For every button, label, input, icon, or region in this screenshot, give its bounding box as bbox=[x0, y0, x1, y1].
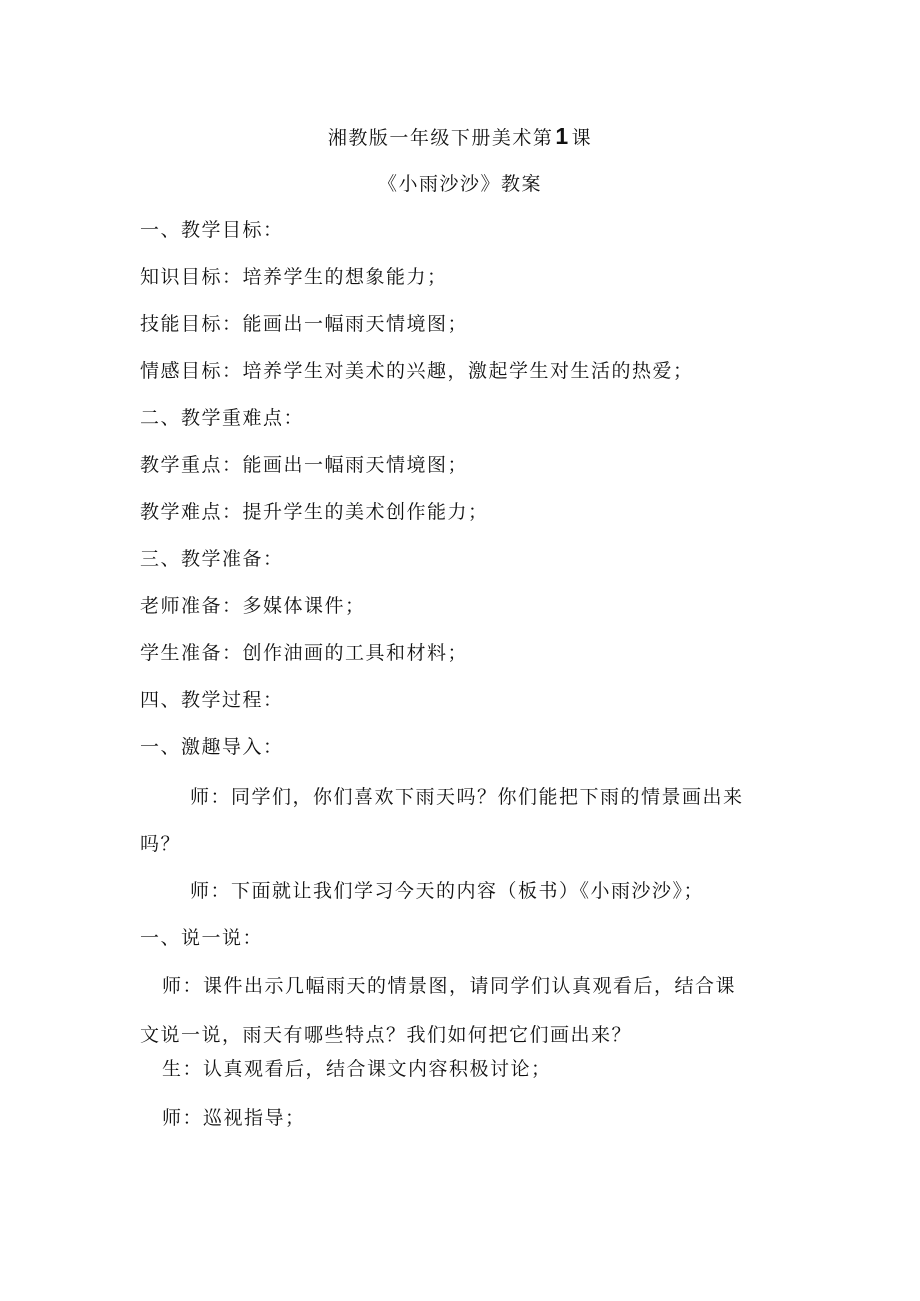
paragraph-teacher-intro: 师：下面就让我们学习今天的内容（板书）《小雨沙沙》； bbox=[190, 880, 705, 902]
section-heading-objectives: 一、教学目标： bbox=[140, 219, 284, 241]
paragraph-emotion-objective: 情感目标：培养学生对美术的兴趣，激起学生对生活的热爱； bbox=[140, 360, 694, 382]
paragraph-student-preparation: 学生准备：创作油画的工具和材料； bbox=[140, 642, 469, 664]
section-heading-key-points: 二、教学重难点： bbox=[140, 407, 305, 429]
paragraph-key-point: 教学重点：能画出一幅雨天情境图； bbox=[140, 454, 469, 476]
paragraph-teacher-courseware: 师：课件出示几幅雨天的情景图，请同学们认真观看后，结合课 bbox=[162, 975, 737, 997]
section-heading-preparation: 三、教学准备： bbox=[140, 548, 284, 570]
paragraph-teacher-preparation: 老师准备：多媒体课件； bbox=[140, 595, 366, 617]
document-subtitle: 《小雨沙沙》教案 bbox=[377, 173, 542, 195]
document-title bbox=[0, 124, 920, 150]
paragraph-teacher-guide: 师：巡视指导； bbox=[162, 1107, 306, 1129]
paragraph-skill-objective: 技能目标：能画出一幅雨天情境图； bbox=[140, 313, 469, 335]
subsection-heading-discussion: 一、说一说： bbox=[140, 927, 264, 949]
title-lesson-number: 1 bbox=[555, 123, 570, 149]
paragraph-teacher-courseware-cont: 文说一说，雨天有哪些特点？我们如何把它们画出来？ bbox=[140, 1024, 633, 1046]
paragraph-difficult-point: 教学难点：提升学生的美术创作能力； bbox=[140, 501, 489, 523]
paragraph-knowledge-objective: 知识目标：培养学生的想象能力； bbox=[140, 266, 448, 288]
title-suffix: 课 bbox=[571, 127, 593, 149]
paragraph-teacher-question-cont: 吗？ bbox=[140, 833, 182, 855]
subsection-heading-introduction: 一、激趣导入： bbox=[140, 736, 284, 758]
paragraph-student-discuss: 生：认真观看后，结合课文内容积极讨论； bbox=[162, 1058, 552, 1080]
paragraph-teacher-question: 师：同学们，你们喜欢下雨天吗？你们能把下雨的情景画出来 bbox=[190, 786, 744, 808]
section-heading-process: 四、教学过程： bbox=[140, 689, 284, 711]
title-prefix: 湘教版一年级下册美术第 bbox=[327, 127, 554, 149]
